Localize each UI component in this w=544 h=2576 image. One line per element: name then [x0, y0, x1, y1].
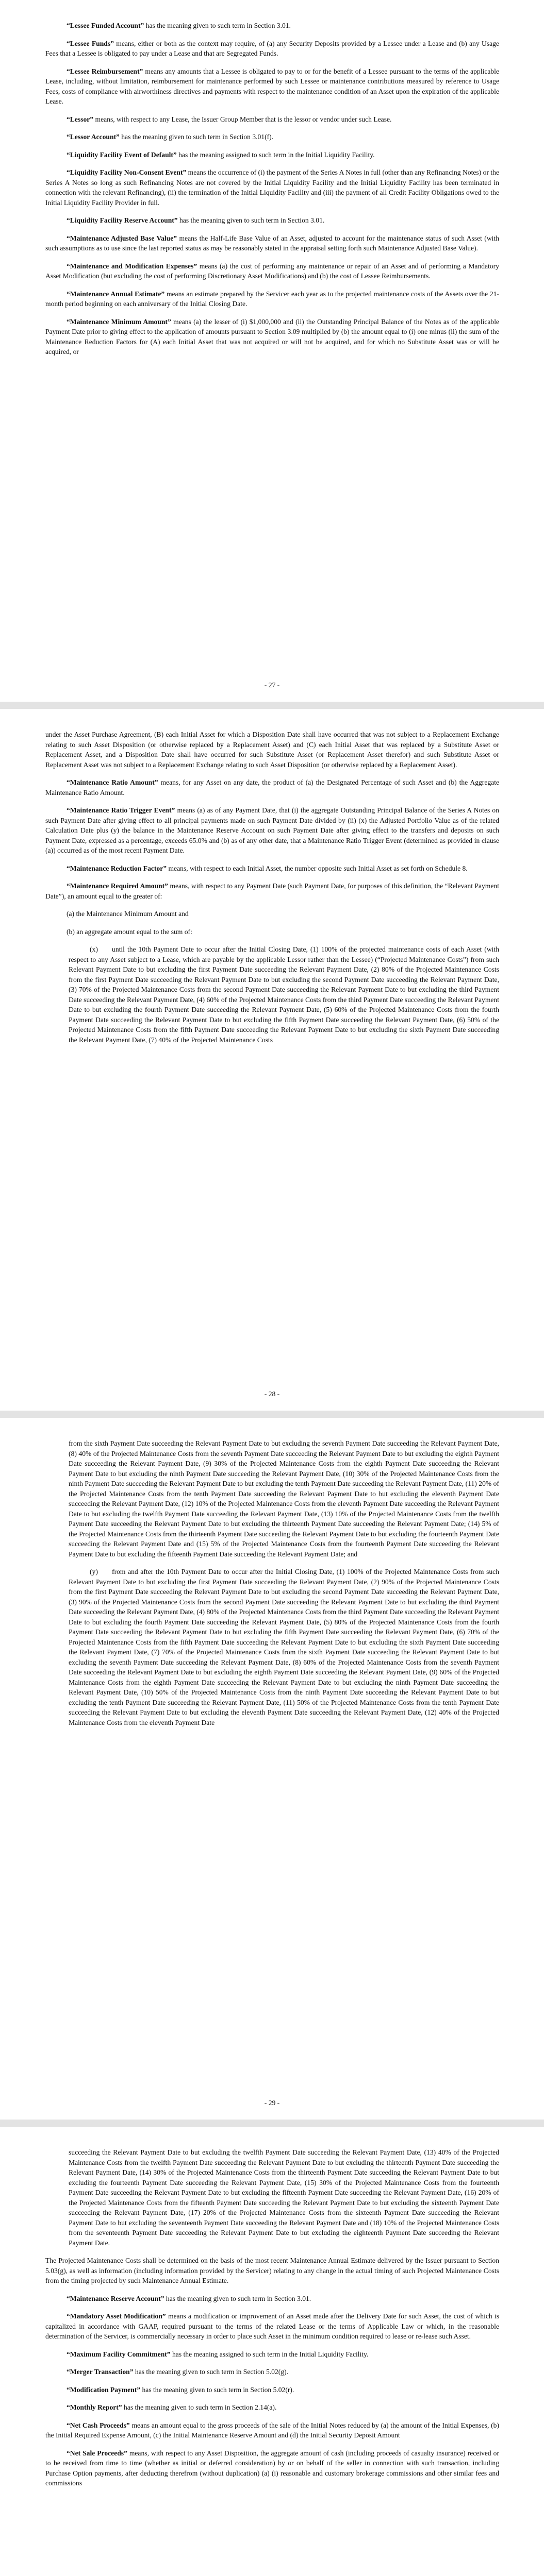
paragraph-text: has the meaning given to such term in Section 2.14(a).	[122, 2403, 277, 2411]
defined-term: “Net Sale Proceeds”	[67, 2449, 127, 2457]
paragraph	[45, 317, 499, 357]
defined-term: “Maintenance and Modification Expenses”	[67, 262, 197, 270]
defined-term: “Maintenance Annual Estimate”	[67, 290, 165, 298]
paragraph-text: has the meaning assigned to such term in the Initial Liquidity Facility.	[176, 150, 375, 159]
defined-term: “Maintenance Adjusted Base Value”	[67, 234, 177, 242]
page-separator	[0, 1411, 544, 1418]
defined-term: “Maintenance Minimum Amount”	[67, 317, 171, 326]
paragraph	[45, 2402, 499, 2413]
paragraph	[45, 2311, 499, 2342]
defined-term: “Liquidity Facility Reserve Account”	[67, 216, 178, 224]
paragraph-text: means an amount equal to the gross proceeds of the sale of the Initial Notes reduced by (a) the amount of the Initial Expenses, (b) the Initial Required Expense Amount, (c) the Initial Maintenance Reserve Amount and (d) the Initial Security Deposit Amount	[45, 2421, 499, 2439]
paragraph-text: means the Half-Life Base Value of an Asset, adjusted to account for the maintenance status of such Asset (with such assumptions as to use since the last reported status as may be reasonably stated in the appraisal setting forth such Maintenance Adjusted Base Value).	[45, 234, 499, 252]
page-29-body	[45, 1438, 499, 1735]
paragraph	[45, 863, 499, 874]
page-27-body	[45, 21, 499, 365]
paragraph-text: has the meaning assigned to such term in the Initial Liquidity Facility.	[170, 2350, 369, 2358]
paragraph	[45, 215, 499, 226]
paragraph	[45, 2294, 499, 2304]
paragraph-text: means any amounts that a Lessee is obligated to pay to or for the benefit of a Lessee pursuant to the terms of the applicable Lease, including, without limitation, reimbursement for maintenance performed by such Lessee or maintenance contributions measured by reference to Usage Fees, costs of compliance with airworthiness directives and payments with respect to the maintenance condition of an Asset upon the expiration of the applicable Lease.	[45, 67, 499, 105]
paragraph	[45, 805, 499, 856]
paragraph	[69, 1438, 499, 1559]
paragraph	[45, 21, 499, 31]
paragraph-text: has the meaning given to such term in Section 3.01(f).	[119, 133, 274, 141]
defined-term: “Monthly Report”	[67, 2403, 122, 2411]
paragraph	[45, 132, 499, 142]
paragraph-text: means, with respect to each Initial Asset, the number opposite such Initial Asset as set forth on Schedule 8.	[167, 864, 468, 872]
paragraph-text: has the meaning given to such term in Section 3.01.	[164, 2294, 311, 2302]
paragraph	[45, 2420, 499, 2441]
paragraph	[45, 881, 499, 901]
paragraph	[45, 2349, 499, 2360]
paragraph	[45, 909, 499, 919]
paragraph-text: succeeding the Relevant Payment Date to but excluding the twelfth Payment Date succeeding the Relevant Payment Date, (13) 40% of the Projected Maintenance Costs from the twelfth Payment Date succeeding the Relevant Payment Date to but excluding the thirteenth Payment Date succeeding the Relevant Payment Date, (14) 30% of the Projected Maintenance Costs from the thirteenth Payment Date succeeding the Relevant Payment Date to but excluding the fourteenth Payment Date succeeding the Relevant Payment Date, (15) 30% of the Projected Maintenance Costs from the fourteenth Payment Date succeeding the Relevant Payment Date to but excluding the fifteenth Payment Date succeeding the Relevant Payment Date, (16) 20% of the Projected Maintenance Costs from the fifteenth Payment Date succeeding the Relevant Payment Date to but excluding the sixteenth Payment Date succeeding the Relevant Payment Date, (17) 20% of the Projected Maintenance Costs from the sixteenth Payment Date succeeding the Relevant Payment Date to but excluding the seventeenth Payment Date succeeding the Relevant Payment Date and (18) 10% of the Projected Maintenance Costs from the seventeenth Payment Date succeeding the Relevant Payment Date to but excluding the eighteenth Payment Date succeeding the Relevant Payment Date.	[69, 2148, 499, 2247]
defined-term: “Lessee Funds”	[67, 39, 114, 47]
paragraph	[45, 114, 499, 125]
paragraph	[45, 2448, 499, 2488]
defined-term: “Maintenance Ratio Trigger Event”	[67, 806, 175, 814]
paragraph	[45, 2256, 499, 2286]
page-number: - 27 -	[264, 681, 280, 689]
paragraph-text: means, with respect to any Lease, the Issuer Group Member that is the lessor or vendor under such Lease.	[93, 115, 392, 123]
defined-term: “Liquidity Facility Non-Consent Event”	[67, 168, 187, 176]
defined-term: “Mandatory Asset Modification”	[67, 2312, 166, 2320]
defined-term: “Lessor Account”	[67, 133, 120, 141]
paragraph-text: means (a) as of any Payment Date, that (i) the aggregate Outstanding Principal Balance of the Series A Notes on such Payment Date after giving effect to all principal payments made on such Payment Date divided by (ii) (x) the Adjusted Portfolio Value as of the related Calculation Date plus (y) the balance in the Maintenance Reserve Account on such Payment Date after giving effect to the transfers and deposits on such Payment Date, expressed as a percentage, exceeds 65.0% and (b) as of any other date, that a Maintenance Ratio Trigger Event (determined as provided in clause (a)) occurred as of the most recent Payment Date.	[45, 806, 499, 854]
paragraph	[45, 150, 499, 160]
paragraph-text: (x) until the 10th Payment Date to occur after the Initial Closing Date, (1) 100% of the projected maintenance costs of each Asset (with respect to any Asset subject to a Lease, which are payable by the applicable Lessor rather than the Lessee) (“Projected Maintenance Costs”) from such Relevant Payment Date to but excluding the first Payment Date succeeding the Relevant Payment Date, (2) 80% of the Projected Maintenance Costs from the first Payment Date succeeding the Relevant Payment Date to but excluding the second Payment Date succeeding the Relevant Payment Date, (3) 70% of the Projected Maintenance Costs from the second Payment Date succeeding the Relevant Payment Date to but excluding the third Payment Date succeeding the Relevant Payment Date, (4) 60% of the Projected Maintenance Costs from the third Payment Date succeeding the Relevant Payment Date to but excluding the fourth Payment Date succeeding the Relevant Payment Date, (5) 60% of the Projected Maintenance Costs from the fourth Payment Date succeeding the Relevant Payment Date to but excluding the fifth Payment Date succeeding the Relevant Payment Date, (6) 50% of the Projected Maintenance Costs from the fifth Payment Date succeeding the Relevant Payment Date to but excluding the sixth Payment Date succeeding the Relevant Payment Date, (7) 40% of the Projected Maintenance Costs	[69, 945, 499, 1044]
page-separator	[0, 702, 544, 709]
paragraph	[45, 233, 499, 253]
paragraph-text: has the meaning given to such term in Section 5.02(g).	[133, 2368, 289, 2376]
paragraph-text: means, either or both as the context may require, of (a) any Security Deposits provided by a Lessee under a Lease and (b) any Usage Fees that a Lessee is obligated to pay under a Lease and that are Segregated Funds.	[45, 39, 500, 57]
page-28-body	[45, 730, 499, 1053]
defined-term: “Liquidity Facility Event of Default”	[67, 150, 177, 159]
page-number: - 29 -	[264, 2099, 280, 2107]
defined-term: “Maintenance Required Amount”	[67, 882, 168, 890]
paragraph	[45, 2367, 499, 2377]
paragraph-text: means, with respect to any Asset Disposition, the aggregate amount of cash (including proceeds of casualty insurance) received or to be received from time to time (whether as initial or deferred consideration) by or on behalf of the seller in connection with such transaction, including Purchase Option payments, after deducting therefrom (without duplication) (a) (i) reasonable and customary brokerage commissions and other similar fees and commissions	[45, 2449, 499, 2487]
defined-term: “Modification Payment”	[67, 2385, 141, 2394]
paragraph-text: (b) an aggregate amount equal to the sum of:	[67, 927, 192, 936]
defined-term: “Maintenance Ratio Amount”	[67, 778, 158, 786]
paragraph	[45, 66, 499, 107]
defined-term: “Net Cash Proceeds”	[67, 2421, 130, 2429]
paragraph	[45, 39, 499, 59]
paragraph-text: from the sixth Payment Date succeeding the Relevant Payment Date to but excluding the seventh Payment Date succeeding the Relevant Payment Date, (8) 40% of the Projected Maintenance Costs from the seventh Payment Date succeeding the Relevant Payment Date to but excluding the eighth Payment Date succeeding the Relevant Payment Date, (9) 30% of the Projected Maintenance Costs from the eighth Payment Date succeeding the Relevant Payment Date to but excluding the ninth Payment Date succeeding the Relevant Payment Date, (10) 30% of the Projected Maintenance Costs from the ninth Payment Date succeeding the Relevant Payment Date to but excluding the tenth Payment Date succeeding the Relevant Payment Date, (11) 20% of the Projected Maintenance Costs from the tenth Payment Date succeeding the Relevant Payment Date to but excluding the eleventh Payment Date succeeding the Relevant Payment Date, (12) 10% of the Projected Maintenance Costs from the eleventh Payment Date succeeding the Relevant Payment Date to but excluding the twelfth Payment Date succeeding the Relevant Payment Date, (13) 10% of the Projected Maintenance Costs from the twelfth Payment Date succeeding the Relevant Payment Date to but excluding the thirteenth Payment Date succeeding the Relevant Payment Date; (14) 5% of the Projected Maintenance Costs from the thirteenth Payment Date succeeding the Relevant Payment Date to but excluding the fourteenth Payment Date succeeding the Relevant Payment Date and (15) 5% of the Projected Maintenance Costs from the fourteenth Payment Date succeeding the Relevant Payment Date to but excluding the fifteenth Payment Date succeeding the Relevant Payment Date; and	[69, 1439, 499, 1558]
paragraph-text: under the Asset Purchase Agreement, (B) each Initial Asset for which a Disposition Date shall have occurred that was not subject to a Replacement Exchange relating to such Asset Disposition (or otherwise replaced by a Replacement Asset) and (C) each Initial Asset that was replaced by a Substitute Asset or Replacement Asset, and a Disposition Date shall have occurred for such Substitute Asset (or Replacement Asset therefor) and such Substitute Asset or Replacement Asset was not subject to a Replacement Exchange relating to such Asset Disposition (or otherwise replaced by a Replacement Asset).	[45, 731, 499, 769]
paragraph-text: has the meaning given to such term in Section 3.01.	[144, 22, 291, 29]
paragraph-text: means (a) the lesser of (i) $1,000,000 and (ii) the Outstanding Principal Balance of the Notes as of the applicable Payment Date prior to giving effect to the application of amounts pursuant to Section 3.09 multiplied by (b) the amount equal to (i) one minus (ii) the sum of the Maintenance Reduction Factors for (A) each Initial Asset that was not acquired or will not be acquired, and for which no Substitute Asset was or will be acquired, or	[45, 317, 500, 355]
paragraph-text: means, with respect to any Payment Date (such Payment Date, for purposes of this definition, the “Relevant Payment Date”), an amount equal to the greater of:	[45, 882, 499, 900]
paragraph-text: has the meaning given to such term in Section 3.01.	[177, 216, 325, 224]
paragraph	[69, 2147, 499, 2248]
paragraph-text: (y) from and after the 10th Payment Date to occur after the Initial Closing Date, (1) 100% of the Projected Maintenance Costs from such Relevant Payment Date to but excluding the first Payment Date succeeding the Relevant Payment Date, (2) 90% of the Projected Maintenance Costs from the first Payment Date succeeding the Relevant Payment Date to but excluding the second Payment Date succeeding the Relevant Payment Date, (3) 90% of the Projected Maintenance Costs from the second Payment Date succeeding the Relevant Payment Date to but excluding the third Payment Date succeeding the Relevant Payment Date, (4) 80% of the Projected Maintenance Costs from the third Payment Date succeeding the Relevant Payment Date to but excluding the fourth Payment Date succeeding the Relevant Payment Date, (5) 80% of the Projected Maintenance Costs from the fourth Payment Date succeeding the Relevant Payment Date to but excluding the fifth Payment Date succeeding the Relevant Payment Date, (6) 70% of the Projected Maintenance Costs from the fifth Payment Date succeeding the Relevant Payment Date to but excluding the sixth Payment Date succeeding the Relevant Payment Date, (7) 70% of the Projected Maintenance Costs from the sixth Payment Date succeeding the Relevant Payment Date to but excluding the seventh Payment Date succeeding the Relevant Payment Date, (8) 60% of the Projected Maintenance Costs from the seventh Payment Date succeeding the Relevant Payment Date to but excluding the eighth Payment Date succeeding the Relevant Payment Date, (9) 60% of the Projected Maintenance Costs from the eighth Payment Date succeeding the Relevant Payment Date to but excluding the ninth Payment Date succeeding the Relevant Payment Date, (10) 50% of the Projected Maintenance Costs from the ninth Payment Date succeeding the Relevant Payment Date to but excluding the tenth Payment Date succeeding the Relevant Payment Date, (11) 50% of the Projected Maintenance Costs from the tenth Payment Date succeeding the Relevant Payment Date to but excluding the eleventh Payment Date succeeding the Relevant Payment Date, (12) 40% of the Projected Maintenance Costs from the eleventh Payment Date	[69, 1568, 499, 1726]
paragraph	[45, 289, 499, 309]
paragraph	[45, 777, 499, 798]
defined-term: “Merger Transaction”	[67, 2368, 134, 2376]
page-30-body	[45, 2147, 499, 2496]
defined-term: “Maintenance Reduction Factor”	[67, 864, 167, 872]
defined-term: “Lessee Funded Account”	[67, 22, 144, 29]
page-separator	[0, 2120, 544, 2127]
defined-term: “Lessee Reimbursement”	[67, 67, 143, 75]
paragraph-text: means an estimate prepared by the Servicer each year as to the projected maintenance costs of the Assets over the 21-month period beginning on each anniversary of the Initial Closing Date.	[45, 290, 500, 308]
paragraph	[45, 261, 499, 281]
paragraph-text: means a modification or improvement of an Asset made after the Delivery Date for such Asset, the cost of which is capitalized in accordance with GAAP, required pursuant to the terms of the related Lease or the terms of Applicable Law or which, in the reasonable determination of the Servicer, is commercially necessary in order to place such Asset in the minimum condition required to lease or re-lease such Asset.	[45, 2312, 499, 2340]
paragraph-text: (a) the Maintenance Minimum Amount and	[67, 910, 189, 918]
defined-term: “Lessor”	[67, 115, 94, 123]
paragraph	[45, 927, 499, 937]
paragraph-text: means (a) the cost of performing any maintenance or repair of an Asset and of performing a Mandatory Asset Modification (but excluding the cost of performing Discretionary Asset Modifications) and (b) the cost of Lessee Reimbursements.	[45, 262, 499, 280]
paragraph-text: has the meaning given to such term in Section 5.02(r).	[140, 2385, 294, 2394]
paragraph	[45, 167, 499, 208]
paragraph-text: means, for any Asset on any date, the product of (a) the Designated Percentage of such Asset and (b) the Aggregate Maintenance Ratio Amount.	[45, 778, 500, 796]
defined-term: “Maintenance Reserve Account”	[67, 2294, 164, 2302]
paragraph	[45, 730, 499, 770]
paragraph-text: The Projected Maintenance Costs shall be determined on the basis of the most recent Maintenance Annual Estimate delivered by the Issuer pursuant to Section 5.03(g), as well as information (including information provided by the Servicer) relating to any change in the actual timing of such Projected Maintenance Costs from the timing projected by such Maintenance Annual Estimate.	[45, 2257, 499, 2284]
paragraph	[45, 2385, 499, 2395]
defined-term: “Maximum Facility Commitment”	[67, 2350, 171, 2358]
page-number: - 28 -	[264, 1390, 280, 1398]
paragraph	[69, 1567, 499, 1727]
paragraph	[69, 944, 499, 1045]
paragraph-text: means the occurrence of (i) the payment of the Series A Notes in full (other than any Refinancing Notes) or the Series A Notes so long as such Refinancing Notes are not covered by the Initial Liquidity Facility and the Initial Liquidity Facility has been terminated in connection with the relevant Refinancing), (ii) the termination of the Initial Liquidity Facility and (iii) the payment of all Credit Facility Obligations owed to the Initial Liquidity Facility Provider in full.	[45, 168, 499, 207]
